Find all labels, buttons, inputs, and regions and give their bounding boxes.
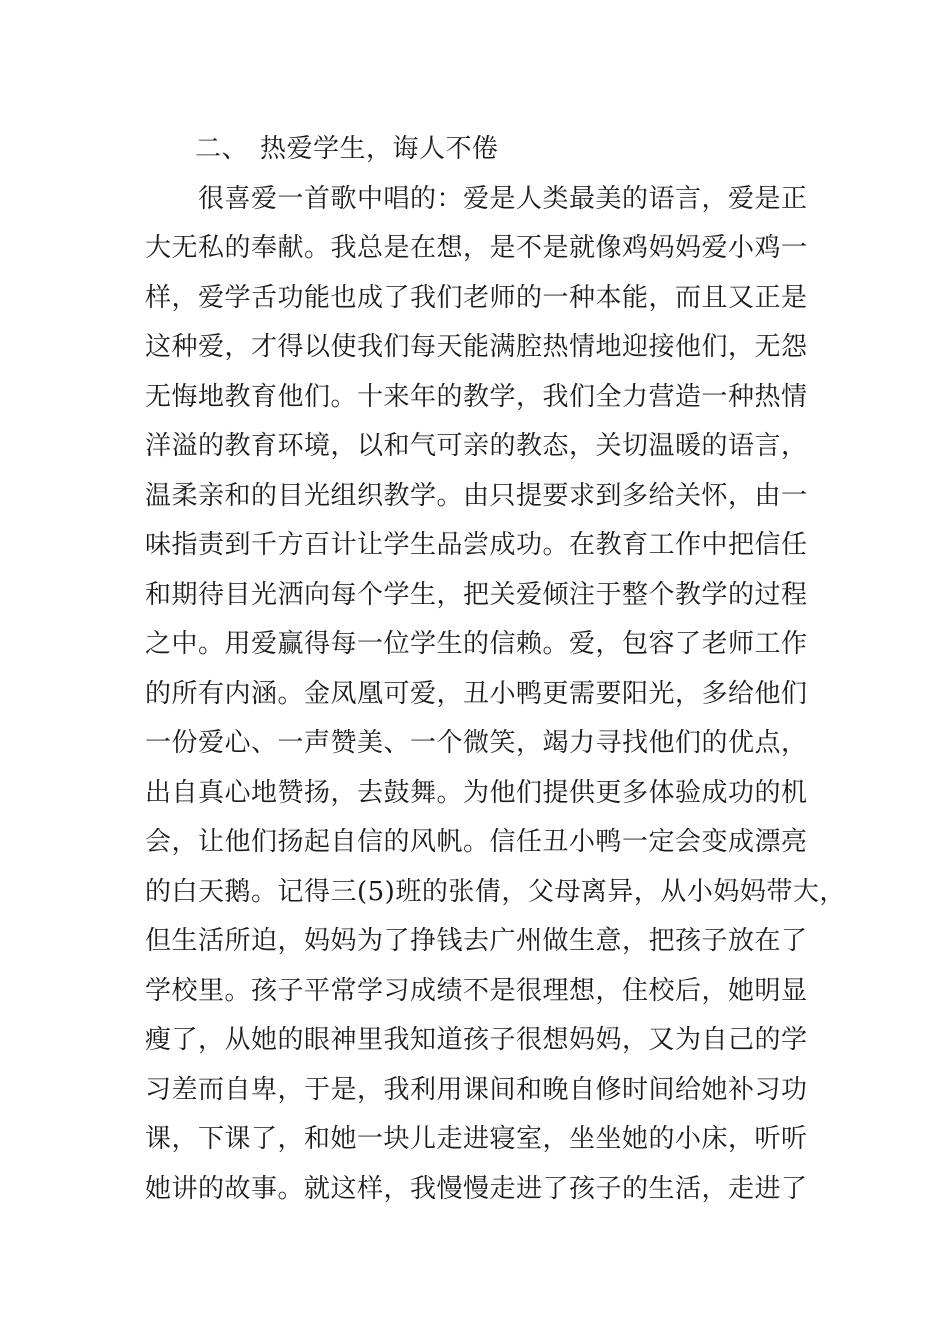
paragraph-line: 会，让他们扬起自信的风帆。信任丑小鸭一定会变成漂亮: [145, 827, 808, 857]
paragraph-line: 的白天鹅。记得三(5)班的张倩，父母离异，从小妈妈带大，: [145, 876, 846, 907]
paragraph-line: 学校里。孩子平常学习成绩不是很理想，住校后，她明显: [145, 975, 808, 1006]
paragraph-line: 和期待目光洒向每个学生，把关爱倾注于整个教学的过程: [145, 579, 808, 610]
section-heading: [145, 125, 825, 175]
paragraph-line: 大无私的奉献。我总是在想，是不是就像鸡妈妈爱小鸡一: [145, 233, 808, 263]
paragraph-line: 洋溢的教育环境，以和气可亲的教态，关切温暖的语言，: [145, 431, 808, 461]
paragraph-line: 味指责到千方百计让学生品尝成功。在教育工作中把信任: [145, 530, 808, 560]
paragraph-line: 课，下课了，和她一块儿走进寝室，坐坐她的小床，听听: [145, 1124, 808, 1154]
paragraph-line: 一份爱心、一声赞美、一个微笑，竭力寻找他们的优点，: [145, 728, 808, 758]
paragraph-line: 习差而自卑，于是，我利用课间和晚自修时间给她补习功: [145, 1074, 808, 1105]
paragraph-line: 这种爱，才得以使我们每天能满腔热情地迎接他们，无怨: [145, 332, 808, 362]
paragraph-line: 瘦了，从她的眼神里我知道孩子很想妈妈，又为自己的学: [145, 1025, 808, 1055]
paragraph-line: 温柔亲和的目光组织教学。由只提要求到多给关怀，由一: [145, 480, 808, 511]
paragraph-line: 很喜爱一首歌中唱的：爱是人类最美的语言，爱是正: [145, 183, 808, 214]
document-body: [145, 125, 846, 1214]
paragraph-line: 的所有内涵。金凤凰可爱，丑小鸭更需要阳光，多给他们: [145, 678, 808, 709]
paragraph-line: 但生活所迫，妈妈为了挣钱去广州做生意，把孩子放在了: [145, 926, 808, 956]
paragraph-line: 她讲的故事。就这样，我慢慢走进了孩子的生活，走进了: [145, 1173, 808, 1204]
section-number: 二、: [195, 134, 249, 164]
section-title: 热爱学生，诲人不倦: [260, 134, 499, 164]
paragraph-line: 样，爱学舌功能也成了我们老师的一种本能，而且又正是: [145, 282, 808, 313]
paragraph-line: 无悔地教育他们。十来年的教学，我们全力营造一种热情: [145, 381, 808, 412]
paragraph-line: 出自真心地赞扬，去鼓舞。为他们提供更多体验成功的机: [145, 777, 808, 808]
paragraph-line: 之中。用爱赢得每一位学生的信赖。爱，包容了老师工作: [145, 629, 808, 659]
paragraph: [145, 175, 846, 1215]
